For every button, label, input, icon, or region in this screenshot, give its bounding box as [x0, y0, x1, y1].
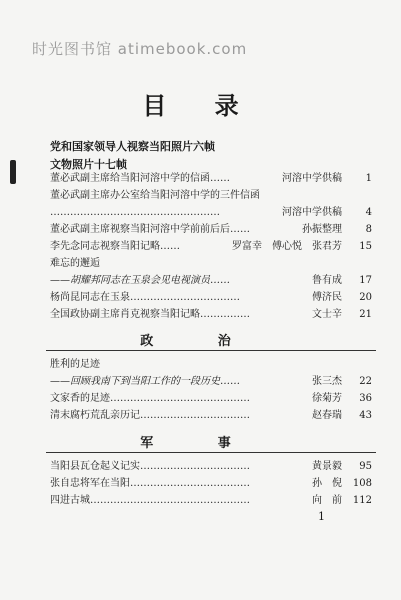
- entry-page: 8: [365, 224, 372, 235]
- entry-page: 21: [359, 309, 372, 320]
- entry-author: 文士辛: [312, 309, 342, 320]
- entry-title: 全国政协副主席肖克视察当阳记略……………: [50, 309, 250, 320]
- toc-entry: [50, 274, 372, 288]
- entry-author: 徐菊芳: [312, 393, 342, 404]
- toc-entry: [50, 189, 372, 203]
- entry-title: ……………………………………………: [50, 207, 220, 218]
- toc-entry: [50, 494, 372, 508]
- toc-entry: [50, 392, 372, 406]
- entry-author: 黄景毅: [312, 461, 342, 472]
- entry-page: 95: [359, 461, 372, 472]
- entry-page: 43: [359, 410, 372, 421]
- toc-entry: [50, 477, 372, 491]
- entry-page: 108: [352, 478, 372, 489]
- entry-title: ——胡耀邦同志在玉泉会见电视演员……: [50, 275, 230, 286]
- entry-author: 河溶中学供稿: [282, 173, 342, 184]
- entry-author: 傅济民: [312, 292, 342, 303]
- divider: [46, 452, 376, 453]
- toc-entry: [50, 460, 372, 474]
- entry-page: 36: [359, 393, 372, 404]
- toc-entry: [50, 358, 372, 372]
- entry-author: 孙振整理: [302, 224, 342, 235]
- entry-title: 张自忠将军在当阳………………………………: [50, 478, 250, 489]
- toc-entry: [50, 375, 372, 389]
- page-title: 目 录: [142, 91, 259, 120]
- entry-title: 董必武副主席办公室给当阳河溶中学的三件信函: [50, 190, 260, 201]
- toc-entry: [50, 257, 372, 271]
- entry-title: 四进古城…………………………………………: [50, 495, 250, 506]
- entry-title: 李先念同志视察当阳记略……: [50, 241, 180, 252]
- toc-entry: [50, 172, 372, 186]
- entry-page: 22: [359, 376, 372, 387]
- entry-page: 17: [359, 275, 372, 286]
- entry-title: 文家香的足迹……………………………………: [50, 393, 250, 404]
- section-heading: 文物照片十七帧: [50, 158, 127, 171]
- scan-smear: [10, 160, 16, 184]
- section-heading-politics: 政 治: [140, 334, 261, 349]
- entry-title: 难忘的邂逅: [50, 258, 100, 269]
- entry-author: 孙 倪: [312, 478, 342, 489]
- section-heading: 党和国家领导人视察当阳照片六帧: [50, 140, 215, 153]
- entry-author: 鲁有成: [312, 275, 342, 286]
- entry-title: 当阳县瓦仓起义记实……………………………: [50, 461, 250, 472]
- toc-entry: [50, 308, 372, 322]
- entry-page: 15: [359, 241, 372, 252]
- entry-author: 赵春瑞: [312, 410, 342, 421]
- entry-author: 张三杰: [312, 376, 342, 387]
- entry-page: 20: [359, 292, 372, 303]
- entry-page: 112: [352, 495, 372, 506]
- divider: [46, 350, 376, 351]
- watermark: 时光图书馆 atimebook.com: [32, 40, 248, 58]
- section-heading-military: 军 事: [140, 436, 261, 451]
- toc-entry: [50, 206, 372, 220]
- entry-author: 向 前: [312, 495, 342, 506]
- entry-author: 河溶中学供稿: [282, 207, 342, 218]
- entry-title: 清末腐朽荒乱亲历记……………………………: [50, 410, 250, 421]
- entry-title: 杨尚昆同志在玉泉……………………………: [50, 292, 240, 303]
- toc-entry: [50, 409, 372, 423]
- entry-title: 胜利的足迹: [50, 359, 100, 370]
- entry-author: 罗富幸 傅心悦 张君芳: [232, 241, 342, 252]
- toc-entry: [50, 240, 372, 254]
- entry-page: 4: [365, 207, 372, 218]
- entry-title: ——回顾我南下到当阳工作的一段历史……: [50, 376, 240, 387]
- toc-entry: [50, 223, 372, 237]
- entry-page: 1: [365, 173, 372, 184]
- entry-title: 董必武副主席给当阳河溶中学的信函……: [50, 173, 230, 184]
- toc-entry: [50, 291, 372, 305]
- entry-title: 董必武副主席视察当阳河溶中学前前后后……: [50, 224, 250, 235]
- page-number: 1: [318, 510, 325, 523]
